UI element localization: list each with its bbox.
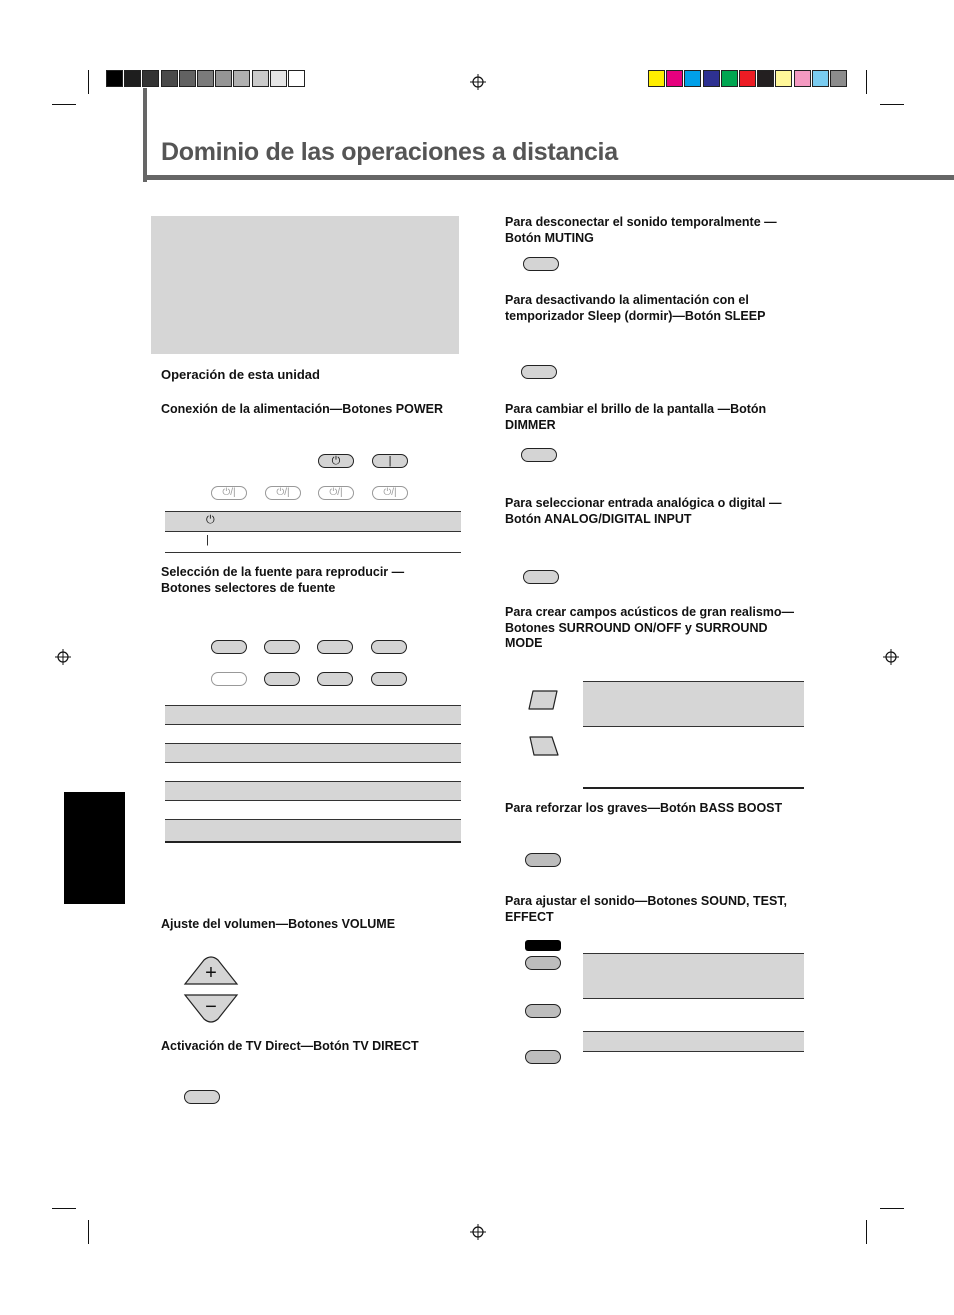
crop-mark [88, 1220, 89, 1244]
registration-mark-icon [470, 1224, 486, 1240]
table-rule [165, 841, 461, 843]
on-icon: | [388, 455, 392, 467]
color-swatch [666, 70, 683, 87]
color-swatch [142, 70, 159, 87]
tvdirect-heading: Activación de TV Direct—Botón TV DIRECT [161, 1039, 419, 1053]
color-swatch [830, 70, 847, 87]
color-swatch [721, 70, 738, 87]
source-button[interactable] [211, 672, 247, 686]
sound-indicator [525, 940, 561, 951]
table-rule [583, 726, 804, 727]
sleep-button[interactable] [521, 365, 557, 379]
dimmer-heading: Para cambiar el brillo de la pantalla —Botón DIMMER [505, 402, 767, 432]
source-heading: Selección de la fuente para reproducir —Botones selectores de fuente [161, 565, 405, 595]
power-toggle-button[interactable] [265, 486, 301, 500]
tv-direct-button[interactable] [184, 1090, 220, 1104]
registration-mark-icon [55, 649, 71, 665]
volume-down-button[interactable] [182, 992, 240, 1024]
on-row-icon: | [206, 534, 209, 546]
standby-icon: ⏻ [331, 455, 341, 467]
bass-heading: Para reforzar los graves—Botón BASS BOOST [505, 801, 783, 815]
table-row [165, 782, 461, 800]
table-row [165, 820, 461, 841]
table-row [165, 706, 461, 724]
test-button[interactable] [525, 1004, 561, 1018]
power-toggle-button[interactable] [318, 486, 354, 500]
sound-button[interactable] [525, 956, 561, 970]
color-swatch [703, 70, 720, 87]
color-swatch [106, 70, 123, 87]
section-heading: Operación de esta unidad [161, 367, 320, 382]
side-tab [64, 792, 125, 904]
table-rule [165, 800, 461, 801]
crop-mark [880, 1208, 904, 1209]
source-button[interactable] [317, 640, 353, 654]
standby-row-icon: ⏻ [206, 514, 215, 526]
table-rule [165, 531, 461, 532]
dimmer-button[interactable] [521, 448, 557, 462]
color-swatch [124, 70, 141, 87]
color-swatch [197, 70, 214, 87]
power-toggle-button[interactable] [211, 486, 247, 500]
registration-mark-icon [470, 74, 486, 90]
table-rule [583, 998, 804, 999]
color-swatch [179, 70, 196, 87]
power-toggle-icon: ⏻/| [276, 487, 290, 498]
crop-mark [866, 70, 867, 94]
bass-boost-button[interactable] [525, 853, 561, 867]
plus-icon: + [205, 962, 217, 984]
power-toggle-icon: ⏻/| [329, 487, 343, 498]
power-toggle-button[interactable] [372, 486, 408, 500]
on-button[interactable] [372, 454, 408, 468]
source-button[interactable] [211, 640, 247, 654]
analog-digital-input-button[interactable] [523, 570, 559, 584]
color-swatch [684, 70, 701, 87]
color-swatch [757, 70, 774, 87]
power-heading: Conexión de la alimentación—Botones POWER [161, 402, 443, 416]
table-row [583, 954, 804, 998]
table-row [583, 682, 804, 726]
crop-mark [880, 104, 904, 105]
color-swatch [648, 70, 665, 87]
title-frame-rule [143, 175, 954, 180]
power-toggle-icon: ⏻/| [222, 487, 236, 498]
table-rule [165, 762, 461, 763]
surround-heading: Para crear campos acústicos de gran realismo—Botones SURROUND ON/OFF y SURROUND MODE [505, 605, 795, 650]
color-swatch [794, 70, 811, 87]
muting-button[interactable] [523, 257, 559, 271]
sound-heading: Para ajustar el sonido—Botones SOUND, TEST, EFFECT [505, 894, 788, 924]
standby-button[interactable] [318, 454, 354, 468]
color-swatch [252, 70, 269, 87]
surround-on-off-button[interactable] [527, 689, 559, 711]
power-toggle-icon: ⏻/| [383, 487, 397, 498]
source-button[interactable] [371, 672, 407, 686]
table-rule [583, 787, 804, 789]
surround-mode-button[interactable] [528, 735, 560, 757]
volume-heading: Ajuste del volumen—Botones VOLUME [161, 917, 396, 931]
page-title: Dominio de las operaciones a distancia [161, 138, 618, 166]
crop-mark [88, 70, 89, 94]
table-rule [165, 724, 461, 725]
table-row [165, 744, 461, 762]
input-heading: Para seleccionar entrada analógica o digital —Botón ANALOG/DIGITAL INPUT [505, 496, 782, 526]
color-swatch [288, 70, 305, 87]
intro-panel [151, 216, 459, 354]
color-swatch [739, 70, 756, 87]
source-button[interactable] [317, 672, 353, 686]
source-button[interactable] [264, 640, 300, 654]
crop-mark [52, 1208, 76, 1209]
volume-up-button[interactable] [182, 955, 240, 987]
color-swatch [215, 70, 232, 87]
crop-mark [52, 104, 76, 105]
effect-button[interactable] [525, 1050, 561, 1064]
minus-icon: − [205, 996, 217, 1018]
color-swatch [233, 70, 250, 87]
color-swatch [775, 70, 792, 87]
muting-heading: Para desconectar el sonido temporalmente —Botón MUTING [505, 215, 777, 245]
color-swatch [270, 70, 287, 87]
registration-mark-icon [883, 649, 899, 665]
source-button[interactable] [264, 672, 300, 686]
table-rule [583, 1051, 804, 1052]
color-swatch [812, 70, 829, 87]
sleep-heading: Para desactivando la alimentación con el temporizador Sleep (dormir)—Botón SLEEP [505, 293, 766, 323]
color-swatch [161, 70, 178, 87]
source-button[interactable] [371, 640, 407, 654]
title-frame-vertical [143, 88, 147, 182]
table-row [583, 1032, 804, 1051]
table-rule [165, 552, 461, 553]
crop-mark [866, 1220, 867, 1244]
